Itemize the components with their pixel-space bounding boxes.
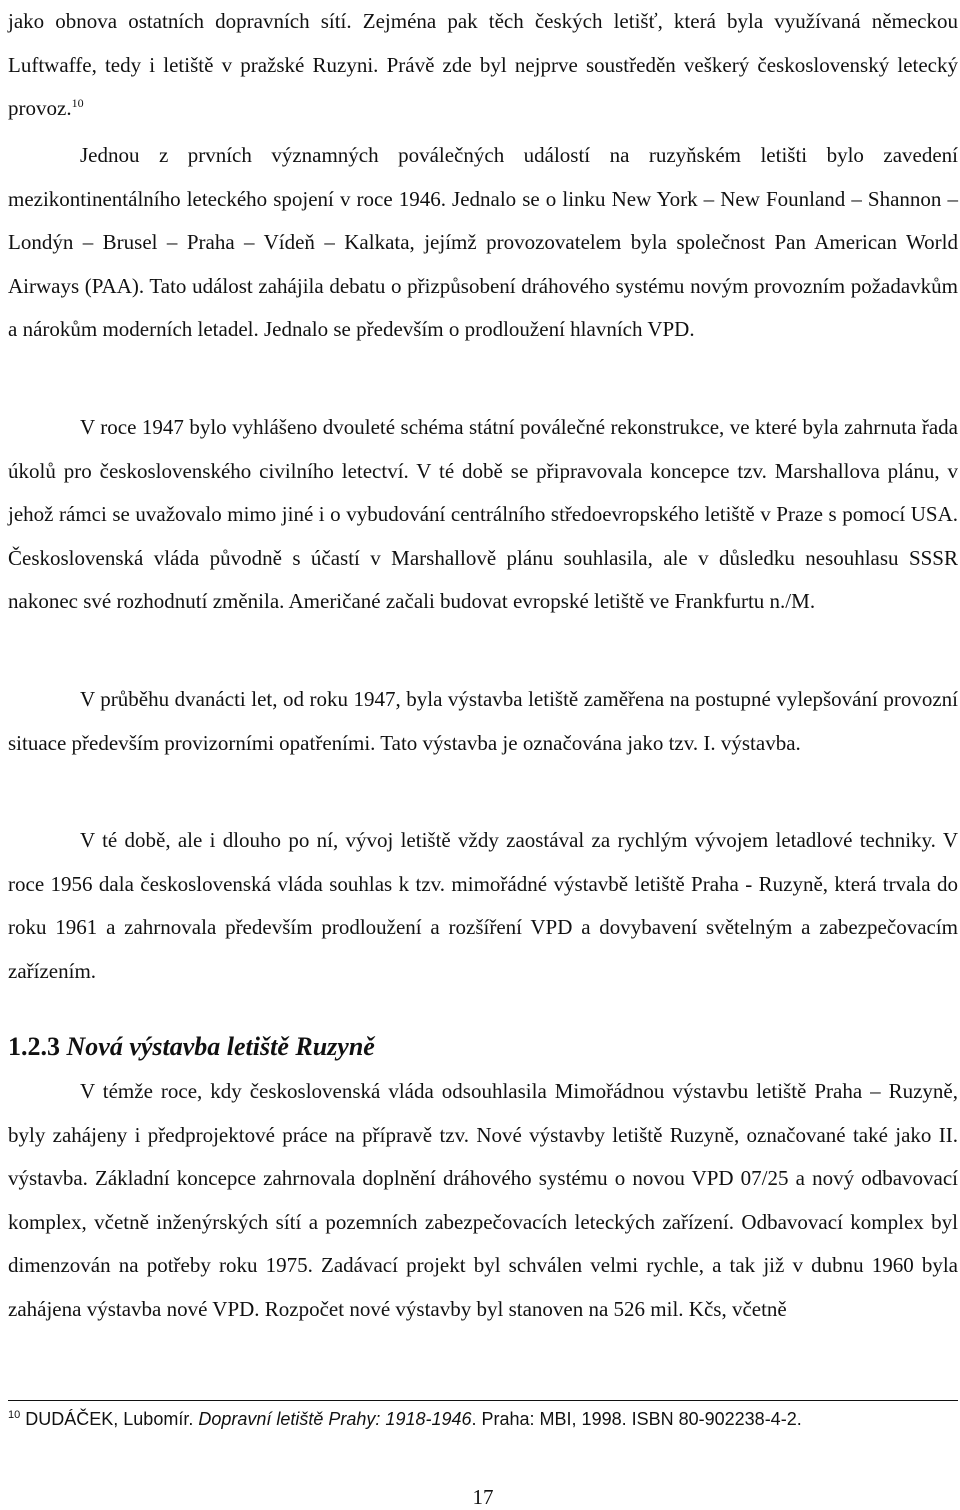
paragraph-first-construction: V průběhu dvanácti let, od roku 1947, byla výstavba letiště zaměřena na postupné vylepšování provozní situace především provizorními opatřeními. Tato výstavba je označována jako tzv. I. výstavba.	[8, 687, 958, 755]
section-number: 1.2.3	[8, 1032, 60, 1061]
paragraph-extraordinary-construction: V té době, ale i dlouho po ní, vývoj letiště vždy zaostával za rychlým vývojem letadlové techniky. V roce 1956 dala československá vláda souhlas k tzv. mimořádné výstavbě letiště Praha - Ruzyně, která trvala do roku 1961 a zahrnovala především prodloužení a rozšíření VPD a dovybavení světelným a zabezpečovacím zařízením.	[8, 828, 958, 983]
paragraph-text: jako obnova ostatních dopravních sítí. Zejména pak těch českých letišť, která byla využívaná německou Luftwaffe, tedy i letiště v pražské Ruzyni. Právě zde byl nejprve soustředěn veškerý československý letecký provoz.	[8, 9, 958, 120]
footnote-author: DUDÁČEK, Lubomír.	[25, 1409, 194, 1429]
paragraph-intercontinental-link: Jednou z prvních významných poválečných událostí na ruzyňském letišti bylo zavedení mezikontinentálního leteckého spojení v roce 1946. Jednalo se o linku New York – New Founland – Shannon – Londýn – Brusel – Praha – Vídeň – Kalkata, jejímž provozovatelem byla společnost Pan American World Airways (PAA). Tato událost zahájila debatu o přizpůsobení dráhového systému novým provozním požadavkům a nárokům moderních letadel. Jednalo se především o prodloužení hlavních VPD.	[8, 143, 958, 341]
page-number: 17	[472, 1485, 494, 1509]
section-title: Nová výstavba letiště Ruzyně	[66, 1032, 375, 1061]
paragraph-marshall-plan: V roce 1947 bylo vyhlášeno dvouleté schéma státní poválečné rekonstrukce, ve které byla zahrnuta řada úkolů pro československého civilního letectví. V té době se připravovala koncepce tzv. Marshallova plánu, v jehož rámci se uvažovalo mimo jiné i o vybudování centrálního středoevropského letiště v Praze s pomocí USA. Československá vláda původně s účastí v Marshallově plánu souhlasila, ale v důsledku nesouhlasu SSSR nakonec své rozhodnutí změnila. Američané začali budovat evropské letiště ve Frankfurtu n./M.	[8, 415, 958, 613]
footnote-reference[interactable]: 10	[71, 96, 84, 110]
section-heading	[8, 1027, 375, 1067]
footnote-publication: . Praha: MBI, 1998. ISBN 80-902238-4-2.	[471, 1409, 802, 1429]
footnote-separator	[8, 1400, 958, 1401]
paragraph-continuation	[8, 0, 958, 131]
paragraph-new-construction: V témže roce, kdy československá vláda odsouhlasila Mimořádnou výstavbu letiště Praha – Ruzyně, byly zahájeny i předprojektové práce na přípravě tzv. Nové výstavby letiště Ruzyně, označované také jako II. výstavba. Základní koncepce zahrnovala doplnění dráhového systému o novou VPD 07/25 a nový odbavovací komplex, včetně inženýrských sítí a pozemních zabezpečovacích leteckých zařízení. Odbavovací komplex byl dimenzován na potřeby roku 1975. Zadávací projekt byl schválen velmi rychle, a tak již v dubnu 1960 byla zahájena výstavba nové VPD. Rozpočet nové výstavby byl stanoven na 526 mil. Kčs, včetně	[8, 1079, 958, 1321]
footnote	[8, 1406, 802, 1432]
footnote-title: Dopravní letiště Prahy: 1918-1946	[198, 1409, 472, 1429]
footnote-number: 10	[8, 1409, 21, 1421]
